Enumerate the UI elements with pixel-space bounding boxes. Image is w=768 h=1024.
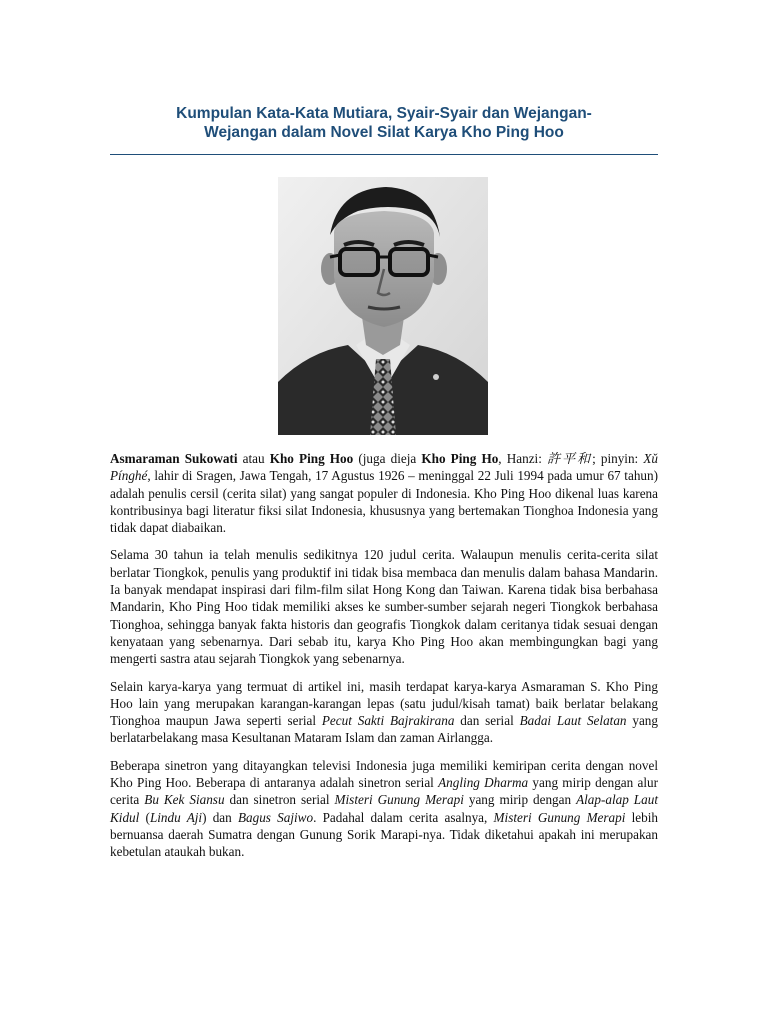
paragraph-biography: Asmaraman Sukowati atau Kho Ping Hoo (juga dieja Kho Ping Ho, Hanzi: 許平和; pinyin: Xǔ Pínghé, lahir di Sragen, Jawa Tengah, 17 Agustus 1926 – meninggal 22 Juli 1994 pada umur 67 tahun) adalah penulis cersil (cerita silat) yang sangat populer di Indonesia. Kho Ping Hoo dikenal luas karena kontribusinya bagi literatur fiksi silat Indonesia, khususnya yang bertemakan Tionghoa Indonesia yang tidak dapat diabaikan. <box>110 451 659 536</box>
name-asmaraman-sukowati: Asmaraman Sukowati <box>110 451 238 466</box>
work-title: Alap-alap Laut Kidul <box>110 792 658 825</box>
work-title: Pecut Sakti Bajrakirana <box>321 713 455 729</box>
work-title: Misteri Gunung Merapi <box>334 792 464 808</box>
author-portrait-photo <box>278 177 488 435</box>
work-title: Angling Dharma <box>438 775 529 791</box>
title-underline <box>110 154 658 155</box>
document-page <box>110 0 659 860</box>
paragraph-sinetron: Beberapa sinetron yang ditayangkan televisi Indonesia juga memiliki kemiripan cerita dengan novel Kho Ping Hoo. Beberapa di antaranya adalah sinetron serial Angling Dharma yang mirip dengan alur cerita Bu Kek Siansu dan sinetron serial Misteri Gunung Merapi yang mirip dengan Alap-alap Laut Kidul (Lindu Aji) dan Bagus Sajiwo. Padahal dalam cerita asalnya, Misteri Gunung Merapi lebih bernuansa daerah Sumatra dengan Gunung Sorik Marapi-nya. Tidak diketahui apakah ini merupakan kebetulan ataukah bukan. <box>110 757 659 860</box>
paragraph-other-works: Selain karya-karya yang termuat di artikel ini, masih terdapat karya-karya Asmaraman S. Kho Ping Hoo lain yang merupakan karangan-karangan lepas (satu judul/kisah tamat) baik berlatar belakang Tionghoa maupun Jawa seperti serial Pecut Sakti Bajrakirana dan serial Badai Laut Selatan yang berlatarbelakang masa Kesultanan Mataram Islam dan zaman Airlangga. <box>110 678 658 746</box>
work-title: Lindu Aji <box>149 809 203 825</box>
document-title <box>110 0 658 142</box>
paragraph-career: Selama 30 tahun ia telah menulis sedikitnya 120 judul cerita. Walaupun menulis cerita-cerita silat berlatar Tiongkok, penulis yang produktif ini tidak bisa membaca dan menulis dalam bahasa Mandarin. Ia banyak mendapat inspirasi dari film-film silat Hong Kong dan Taiwan. Karena tidak bisa berbahasa Mandarin, Kho Ping Hoo tidak memiliki akses ke sumber-sumber sejarah negeri Tiongkok berbahasa Tionghoa, sehingga banyak fakta historis dan geografis Tiongkok dalam ceritanya tidak sesuai dengan kenyataan yang sebenarnya. Dari sebab itu, karya Kho Ping Hoo akan membingungkan bagi yang mengerti sastra atau sejarah Tiongkok yang sebenarnya. <box>110 547 658 667</box>
pinyin-name: Xǔ Pínghé <box>110 451 659 484</box>
title-line-2: Wejangan dalam Novel Silat Karya Kho Ping Hoo <box>204 124 564 141</box>
name-kho-ping-ho: Kho Ping Ho <box>421 451 499 466</box>
work-title: Badai Laut Selatan <box>519 713 627 729</box>
work-title: Bu Kek Siansu <box>144 792 225 808</box>
title-line-1: Kumpulan Kata-Kata Mutiara, Syair-Syair dan Wejangan- <box>176 105 592 122</box>
article-body <box>110 450 658 861</box>
work-title: Bagus Sajiwo <box>237 809 314 825</box>
name-kho-ping-hoo: Kho Ping Hoo <box>269 451 354 466</box>
hanzi-name: 許平和 <box>547 451 593 466</box>
work-title: Misteri Gunung Merapi <box>493 809 626 825</box>
